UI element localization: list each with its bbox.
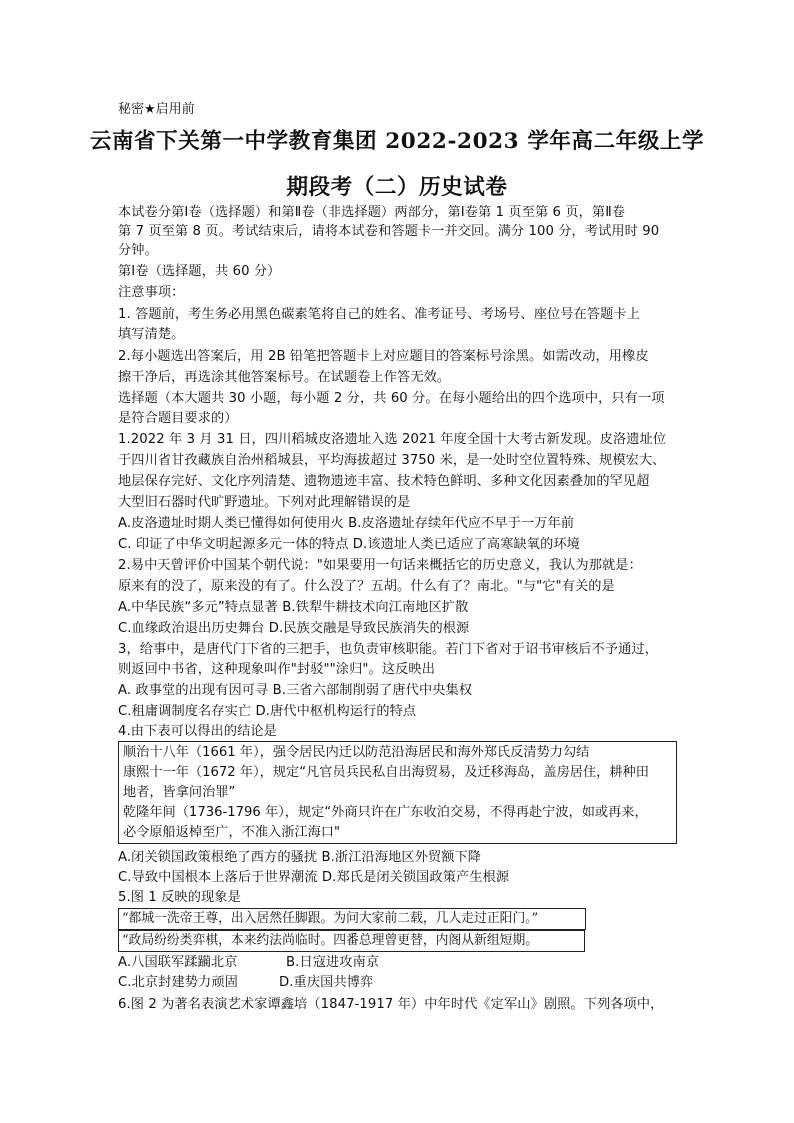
table-row: 顺治十八年（1661 年），强令居民内迁以防范沿海居民和海外郑氏反清势力勾结	[123, 745, 590, 760]
option-b: B.日寇进攻南京	[286, 955, 380, 970]
notice-heading: 注意事项：	[118, 285, 185, 300]
text-line: 选择题（本大题共 30 小题，每小题 2 分，共 60 分。在每小题给出的四个选项中，只有一项	[118, 391, 665, 406]
quote-box: “政局纷纷类弈棋，本来约法尚临时。四番总理曾更替，内阁从新组短期。	[118, 930, 585, 952]
text-line: 于四川省甘孜藏族自治州稻城县，平均海拔超过 3750 米，是一处时空位置特殊、规模宏大、	[118, 453, 666, 468]
question-4: 4.由下表可以得出的结论是	[118, 724, 277, 739]
option-line: C.租庸调制度名存实亡 D.唐代中枢机构运行的特点	[118, 704, 417, 719]
text-line: 第 7 页至第 8 页。考试结束后，请将本试卷和答题卡一并交回。满分 100 分，考试用时 90	[118, 224, 660, 239]
confidential-label: 秘密★启用前	[118, 102, 195, 117]
text-line: 擦干净后，再选涂其他答案标号。在试题卷上作答无效。	[118, 370, 451, 385]
table-row: 地者，皆拿问治罪”	[123, 785, 236, 800]
table-row: 康熙十一年（1672 年），规定“凡官员兵民私自出海贸易，及迁移海岛，盖房居住，耕种田	[123, 765, 649, 780]
option-d: D.重庆国共博弈	[279, 975, 374, 990]
table-row: 必令原船返棹至广，不准入浙江海口"	[123, 825, 341, 840]
text-line: 地层保存完好、文化序列清楚、遗物遗迹丰富、技术特色鲜明、多种文化因素叠加的罕见超	[118, 474, 650, 489]
exam-title-line1: 云南省下关第一中学教育集团 2022-2023 学年高二年级上学	[89, 129, 705, 154]
exam-title-line2: 期段考（二）历史试卷	[286, 175, 508, 200]
source-table-box	[118, 741, 677, 844]
option-line: A.皮洛遗址时期人类已懂得如何使用火 B.皮洛遗址存续年代应不早于一万年前	[118, 516, 575, 531]
table-row: 乾隆年间（1736-1796 年），规定“外商只许在广东收泊交易，不得再赴宁波，如或再来，	[123, 805, 648, 820]
question-3: 3，给事中，是唐代门下省的三把手，也负责审核职能。若门下省对于诏书审核后不予通过，	[118, 642, 658, 657]
text-line: 2.每小题选出答案后，用 2B 铅笔把答题卡上对应题目的答案标号涂黑。如需改动，用橡皮	[118, 349, 649, 364]
option-c: C.北京封建势力顽固	[118, 975, 238, 990]
option-line: C. 印证了中华文明起源多元一体的特点 D.该遗址人类已适应了高寒缺氧的环境	[118, 537, 580, 552]
option-line: A.闭关锁国政策根绝了西方的骚扰 B.浙江沿海地区外贸额下降	[118, 850, 482, 865]
question-6: 6.图 2 为著名表演艺术家谭鑫培（1847-1917 年）中年时代《定军山》剧照。下列各项中，	[118, 997, 664, 1012]
text-line: 是符合题目要求的）	[118, 411, 238, 426]
question-5: 5.图 1 反映的现象是	[118, 890, 241, 905]
text-line: 则返回中书省，这种现象叫作"封驳""涂归"。这反映出	[118, 662, 435, 677]
text-line: 原来有的没了，原来没的有了。什么没了？五胡。什么有了？南北。"与"它"有关的是	[118, 579, 615, 594]
option-line: C.血缘政治退出历史舞台 D.民族交融是导致民族消失的根源	[118, 621, 470, 636]
question-1: 1.2022 年 3 月 31 日，四川稻城皮洛遗址入选 2021 年度全国十大考古新发现。皮洛遗址位	[118, 432, 667, 447]
text-line: 1. 答题前，考生务必用黑色碳素笔将自己的姓名、准考证号、考场号、座位号在答题卡上	[118, 307, 640, 322]
option-line: A. 政事堂的出现有因可寻 B.三省六部制削弱了唐代中央集权	[118, 683, 473, 698]
text-line: 填写清楚。	[118, 327, 185, 342]
text-line: 大型旧石器时代旷野遗址。下列对此理解错误的是	[118, 495, 411, 510]
text-line: 分钟。	[118, 243, 158, 258]
option-a: A.八国联军蹂躏北京	[118, 955, 238, 970]
question-2: 2.易中天曾评价中国某个朝代说："如果要用一句话来概括它的历史意义，我认为那就是：	[118, 558, 642, 573]
section-heading: 第Ⅰ卷（选择题，共 60 分）	[118, 264, 281, 279]
quote-box: “都城一洗帝王尊，出入居然任脚跟。为问大家前二载，几人走过正阳门。”	[118, 908, 586, 930]
option-line: A.中华民族“多元”特点显著 B.铁犁牛耕技术向江南地区扩散	[118, 600, 469, 615]
option-line: C.导致中国根本上落后于世界潮流 D.郑氏是闭关锁国政策产生根源	[118, 870, 510, 885]
text-line: 本试卷分第Ⅰ卷（选择题）和第Ⅱ卷（非选择题）两部分，第Ⅰ卷第 1 页至第 6 页，第Ⅱ卷	[118, 205, 626, 220]
